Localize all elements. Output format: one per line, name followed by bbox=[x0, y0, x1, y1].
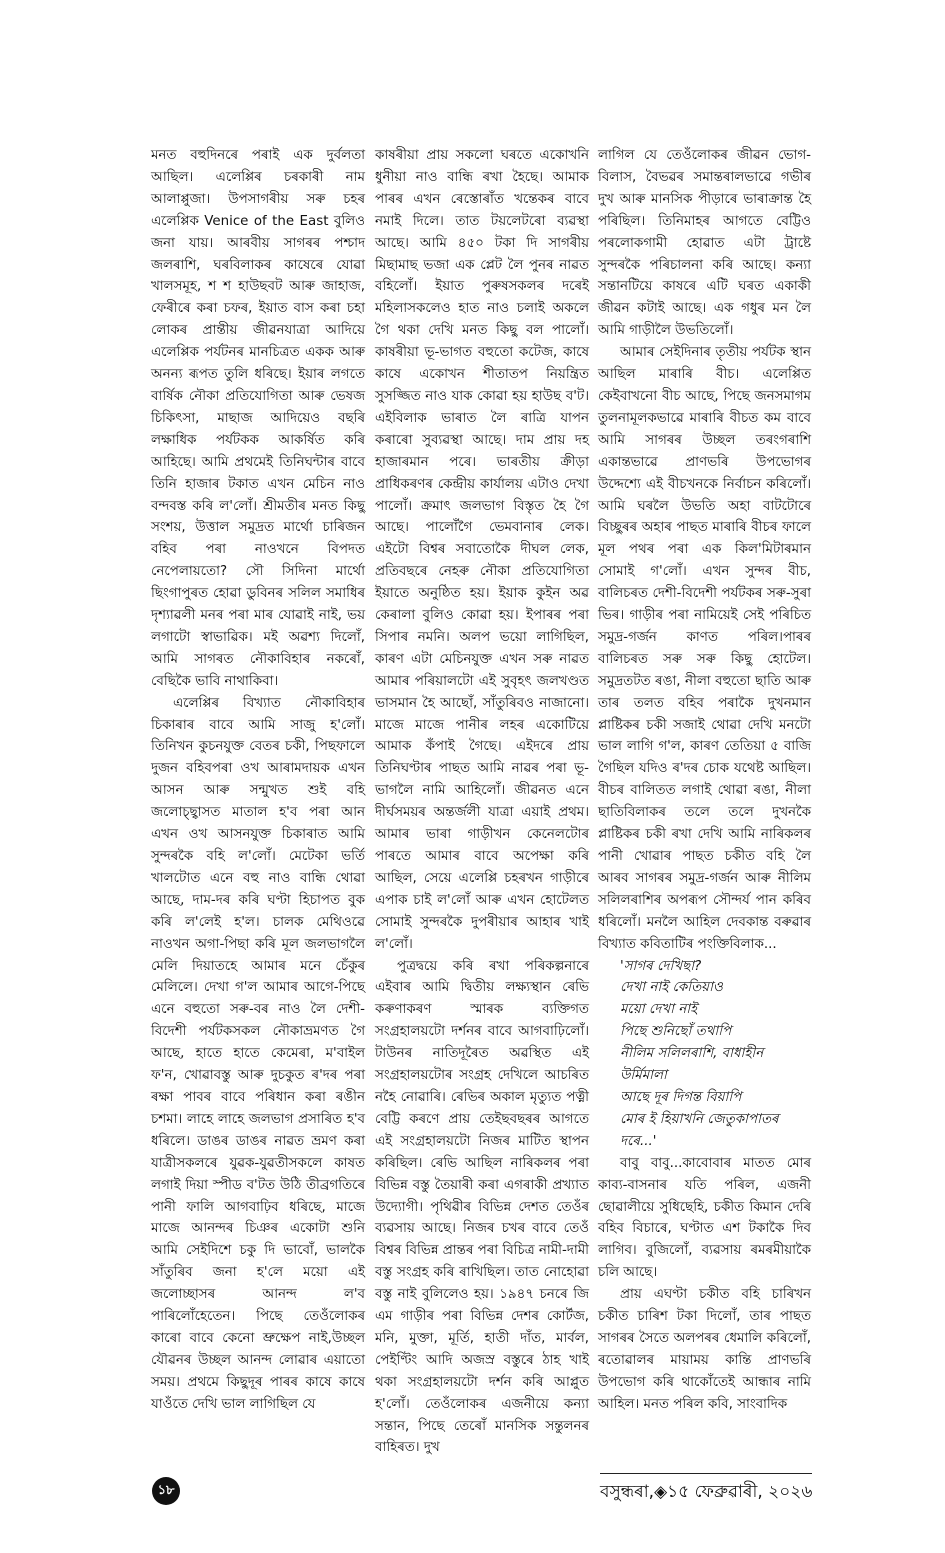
issue-date: ১৫ ফেব্ৰুৱাৰী, ২০২৬ bbox=[667, 1482, 813, 1503]
poem-line: 'সাগৰ দেখিছা? bbox=[620, 958, 702, 974]
paragraph: এলেপ্পিৰ বিখ্যাত নৌকাবিহাৰ চিকাৰাৰ বাবে আমি সাজু হ'লোঁ। তিনিখন কুচনযুক্ত বেতৰ চকী, পিছফালে দুজন বহিবপৰা ওখ আৰামদায়ক এখন আসন আৰু সন্মুখত শুই বহি জলোচ্ছ্বাসত মাতাল হ'ব পৰা আন এখন ওখ আসনযুক্ত চিকাৰাত আমি সুন্দৰকৈ বহি ল'লোঁ। মেটেকা ভৰ্তি খালটোত এনে বহু নাও বান্ধি থোৱা আছে, দাম-দৰ কৰি ঘণ্টা হিচাপত বুক কৰি ল'লেই হ'ল। চালক মেথিওৱে নাওখন অগা-পিছা কৰি মূল জলভাগলৈ মেলি দিয়াতহে আমাৰ মনে চেঁকুৰ মেলিলে। দেখা গ'ল আমাৰ আগে-পিছে এনে বহুতো সৰু-বৰ নাও লৈ দেশী- বিদেশী পৰ্যটকসকল নৌকাভ্ৰমণত গৈ আছে, হাতে হাতে কেমেৰা, ম'বাইল ফ'ন, খোৱাবস্তু আৰু দুচকুত ৰ'দৰ পৰা ৰক্ষা পাবৰ বাবে পৰিধান কৰা ৰঙীন চশমা। লাহে লাহে জলভাগ প্ৰসাৰিত হ'ব ধৰিলে। ডাঙৰ ডাঙৰ নাৱত ভ্ৰমণ কৰা যাত্ৰীসকলৰে যুৱক-যুৱতীসকলে কাষত লগাই দিয়া স্পীড ব'টত উঠি তীব্ৰগতিৰে পানী ফালি আগবাঢ়িব ধৰিছে, মাজে মাজে আনন্দৰ চিঞৰ একোটা শুনি আমি সেইদিশে চকু দি ভাবোঁ, ভালকৈ সাঁতুৰিব জনা হ'লে ময়ো এই জলোচ্ছাসৰ আনন্দ ল'ব পাৰিলোঁহেতেন। পিছে তেওঁলোকৰ কাৰো বাবে কেনো ভ্ৰুক্ষেপ নাই,উচ্ছল যৌৱনৰ উচ্ছল আনন্দ লোৱাৰ এয়াতো সময়। প্ৰথমে কিছুদূৰ পাৰৰ কাষে কাষে যাওঁতে দেখি ভাল লাগিছিল যে bbox=[151, 695, 365, 1412]
poem-line: আছে দূৰ দিগন্ত বিয়াপি bbox=[620, 1089, 742, 1105]
article-columns bbox=[151, 145, 811, 1459]
paragraph: আমাৰ সেইদিনাৰ তৃতীয় পৰ্যটক স্থান আছিল মাৰাৰি বীচ। এলেপ্পিত কেইবাখনো বীচ আছে, পিছে জনসমাগম তুলনামূলকভাৱে মাৰাৰি বীচত কম বাবে আমি সাগৰৰ উচ্ছল তৰংগৰাশি একান্তভাৱে প্ৰাণভৰি উপভোগৰ উদ্দেশ্যে এই বীচখনকে নিৰ্বাচন কৰিলোঁ। আমি ঘৰলৈ উভতি অহা বাটটোৰে বিচ্ছুৰৰ অহাৰ পাছত মাৰাৰি বীচৰ ফালে মূল পথৰ পৰা এক কিল'মিটাৰমান সোমাই গ'লোঁ। এখন সুন্দৰ বীচ, বালিচৰত দেশী-বিদেশী পৰ্যটকৰ সৰু-সুৰা ভিৰ। গাড়ীৰ পৰা নামিয়েই সেই পৰিচিত সমুদ্ৰ-গৰ্জন কাণত পৰিল।পাৰৰ বালিচৰত সৰু সৰু কিছু হোটেল। সমুদ্ৰতটত ৰঙা, নীলা বহুতো ছাতি আৰু তাৰ তলত বহিব পৰাকৈ দুখনমান প্লাষ্টিকৰ চকী সজাই থোৱা দেখি মনটো ভাল লাগি গ'ল, কাৰণ তেতিয়া ৫ বাজি গৈছিল যদিও ৰ'দৰ চোক যথেষ্ট আছিল। বীচৰ বালিতত লগাই থোৱা ৰঙা, নীলা ছাতিবিলাকৰ তলে তলে দুখনকৈ প্লাষ্টিকৰ চকী ৰখা দেখি আমি নাৰিকলৰ পানী খোৱাৰ পাছত চকীত বহি লৈ আৰব সাগৰৰ সমুদ্ৰ-গৰ্জন আৰু নীলিম সলিলৰাশিৰ অপৰূপ সৌন্দৰ্য পান কৰিব ধৰিলোঁ। মনলৈ আহিল দেবকান্ত বৰুৱাৰ বিখ্যাত কবিতাটিৰ পংক্তিবিলাক... bbox=[598, 345, 811, 952]
page-footer bbox=[151, 1473, 811, 1513]
paragraph: মনত বহুদিনৰে পৰাই এক দুৰ্বলতা আছিল। এলেপ্পিৰ চৰকাৰী নাম আলাপ্পুজা। উপসাগৰীয় সৰু চহৰ এলেপ্পিক Venice of the East বুলিও জনা যায়। আৰবীয় সাগৰৰ পশ্চাদ জলৰাশি, ঘৰবিলাকৰ কাষেৰে যোৱা খালসমূহ, শ শ হাউছবট আৰু জাহাজ, ফেৰীৰে কৰা চফৰ, ইয়াত বাস কৰা চহা লোকৰ প্ৰান্তীয় জীৱনযাত্ৰা আদিয়ে এলেপ্পিক পৰ্যটনৰ মানচিত্ৰত একক আৰু অনন্য ৰূপত তুলি ধৰিছে। ইয়াৰ লগতে বাৰ্ষিক নৌকা প্ৰতিযোগিতা আৰু ভেষজ চিকিৎসা, মাছাজ আদিয়েও বছৰি লক্ষাধিক পৰ্যটকক আকৰ্ষিত কৰি আহিছে। আমি প্ৰথমেই তিনিঘন্টাৰ বাবে তিনি হাজাৰ টকাত এখন মেচিন নাও বন্দবস্ত কৰি ল'লোঁ। শ্ৰীমতীৰ মনত কিছু সংশয়, উত্তাল সমুদ্ৰত মাৰ্থো চাৰিজন বহিব পৰা নাওখনে বিপদত নেপেলায়তো? সৌ সিদিনা মাৰ্থো ছিংগাপুৰত হোৱা ডুবিনৰ সলিল সমাধিৰ দৃশ্যাৱলী মনৰ পৰা মাৰ যোৱাই নাই, ভয় লগাটো স্বাভাৱিক। মই অৱশ্য দিলোঁ, আমি সাগৰত নৌকাবিহাৰ নকৰোঁ, বেছিকৈ ভাবি নাথাকিবা। bbox=[151, 148, 365, 689]
footer-masthead-block bbox=[600, 1473, 812, 1507]
paragraph: প্ৰায় এঘণ্টা চকীত বহি চাৰিখন চকীত চাৰিশ টকা দিলোঁ, তাৰ পাছত সাগৰৰ সৈতে অলপৰৰ ধেমালি কৰিলোঁ, ৰতোৱালৰ মায়াময় কান্তি প্ৰাণভৰি উপভোগ কৰি থাকোঁতেই আন্ধাৰ নামি আহিল। মনত পৰিল কবি, সাংবাদিক bbox=[598, 1287, 811, 1412]
text-column-2 bbox=[375, 145, 589, 1459]
poem-line: ময়ো দেখা নাই bbox=[620, 1002, 698, 1018]
footer-rule bbox=[600, 1473, 812, 1474]
text-column-3 bbox=[598, 145, 811, 1416]
paragraph: পুত্ৰদ্বয়ে কৰি ৰখা পৰিকল্পনাৰে এইবাৰ আমি দ্বিতীয় লক্ষ্যস্থান ৰেভি কৰুণাকৰণ স্মাৰক ব্যক্তিগত সংগ্ৰহালয়টো দৰ্শনৰ বাবে আগবাঢ়িলোঁ। টাউনৰ নাতিদূৰৈত অৱস্থিত এই সংগ্ৰহালয়টোৰ সংগ্ৰহ দেখিলে আচৰিত নহৈ নোৱাৰি। ৰেভিৰ অকাল মৃত্যুত পত্নী বেট্টি কৰণে প্ৰায় তেইছবছৰৰ আগতে এই সংগ্ৰহালয়টো নিজৰ মাটিত স্থাপন কৰিছিল। ৰেভি আছিল নাৰিকলৰ পৰা বিভিন্ন বস্তু তৈয়াৰী কৰা এগৰাকী প্ৰখ্যাত উদ্যোগী। পৃথিৱীৰ বিভিন্ন দেশত তেওঁৰ ব্যৱসায় আছে। নিজৰ চখৰ বাবে তেওঁ বিশ্বৰ বিভিন্ন প্ৰান্তৰ পৰা বিচিত্ৰ নামী-দামী বস্তু সংগ্ৰহ কৰি ৰাখিছিল। তাত নোহোৱা বস্তু নাই বুলিলেও হয়। ১৯৪৭ চনৰে জি এম গাড়ীৰ পৰা বিভিন্ন দেশৰ কোৰ্টজ, মনি, মুক্তা, মূৰ্তি, হাতী দাঁত, মাৰ্বল, পেইণ্টিং আদি অজস্ৰ বস্তুৰে ঠাহ খাই থকা সংগ্ৰহালয়টো দৰ্শন কৰি আপ্লুত হ'লোঁ। তেওঁলোকৰ এজনীয়ে কন্যা সন্তান, পিছে তেৰোঁ মানসিক সন্তুলনৰ বাহিৰত। দুখ bbox=[375, 958, 589, 1456]
text-column-1 bbox=[151, 145, 365, 1416]
poem-line: মোৰ ই হিয়াখনি জেতুকাপাতৰ দৰে...' bbox=[620, 1111, 779, 1149]
poem-line: দেখা নাই কেতিয়াও bbox=[620, 980, 723, 996]
poem-line: পিছে শুনিছোঁ তথাপি bbox=[620, 1024, 732, 1040]
poem-line: নীলিম সলিলৰাশি, বাধাহীন উৰ্মিমালা bbox=[620, 1046, 764, 1084]
magazine-name: বসুন্ধৰা, bbox=[600, 1482, 655, 1503]
diamond-icon: ◈ bbox=[654, 1482, 668, 1503]
poem-quote bbox=[598, 956, 811, 1153]
paragraph: কাষৰীয়া প্ৰায় সকলো ঘৰতে একোখনি ধুনীয়া নাও বান্ধি ৰখা হৈছে। আমাক পাৰৰ এখন ৰেস্তোৰাঁত খন্তেকৰ বাবে নমাই দিলে। তাত টয়লেটৰো ব্যৱস্থা আছে। আমি ৪৫০ টকা দি সাগৰীয় মিছামাছ ভজা এক প্লেট লৈ পুনৰ নাৱত বহিলোঁ। ইয়াত পুৰুষসকলৰ দৰেই মহিলাসকলেও হাত নাও চলাই অকলে গৈ থকা দেখি মনত কিছু বল পালোঁ। কাষৰীয়া ভূ-ভাগত বহুতো কটেজ, কাষে কাষে একোখন শীতাতপ নিয়ন্ত্ৰিত সুসজ্জিত নাও যাক কোৱা হয় হাউছ ব'ট। এইবিলাক ভাৰাত লৈ ৰাত্ৰি যাপন কৰাৰো সুব্যৱস্থা আছে। দাম প্ৰায় দহ হাজাৰমান পৰে। ভাৰতীয় ক্ৰীড়া প্ৰাধিকৰণৰ কেন্দ্ৰীয় কাৰ্যালয় এটাও দেখা পালোঁ। ক্ৰমাৎ জলভাগ বিস্তৃত হৈ গৈ আছে। পালোঁগৈ ভেমবানাৰ লেক। এইটো বিশ্বৰ সবাতোকৈ দীঘল লেক, প্ৰতিবছৰে নেহৰু নৌকা প্ৰতিযোগিতা ইয়াতে অনুষ্ঠিত হয়। ইয়াক কুইন অৱ কেৰালা বুলিও কোৱা হয়। ইপাৰৰ পৰা সিপাৰ নমনি। অলপ ভয়ো লাগিছিল, কাৰণ এটা মেচিনযুক্ত এখন সৰু নাৱত আমাৰ পৰিয়ালটো এই সুবৃহৎ জলখণ্ডত ভাসমান হৈ আছোঁ, সাঁতুৰিবও নাজানো। মাজে মাজে পানীৰ লহৰ একোটিয়ে আমাক কঁপাই গৈছে। এইদৰে প্ৰায় তিনিঘণ্টাৰ পাছত আমি নাৱৰ পৰা ভূ-ভাগলৈ নামি আহিলোঁ। জীৱনত এনে দীৰ্ঘসময়ৰ অন্তৰ্জলী যাত্ৰা এয়াই প্ৰথম। আমাৰ ভাৰা গাড়ীখন কেনেলটোৰ পাৰতে আমাৰ বাবে অপেক্ষা কৰি আছিল, সেয়ে এলেপ্পি চহৰখন গাড়ীৰে এপাক চাই ল'লোঁ আৰু এখন হোটেলত সোমাই সুন্দৰকৈ দুপৰীয়াৰ আহাৰ খাই ল'লোঁ। bbox=[375, 148, 589, 952]
page-number: ১৮ bbox=[152, 1477, 180, 1505]
footer-masthead bbox=[600, 1479, 812, 1507]
paragraph: লাগিল যে তেওঁলোকৰ জীৱন ভোগ-বিলাস, বৈভৱৰ সমান্তৰালভাৱে গভীৰ দুখ আৰু মানসিক পীড়াৰে ভাৰাক্ৰান্ত হৈ পৰিছিল। তিনিমাহৰ আগতে বেট্টিও পৰলোকগামী হোৱাত এটা ট্ৰাষ্টে সুন্দৰকৈ পৰিচালনা কৰি আছে। কন্যা সন্তানটিয়ে কাষৰে এটি ঘৰত একাকী জীৱন কটাই আছে। এক গধুৰ মন লৈ আমি গাড়ীলৈ উভতিলোঁ। bbox=[598, 148, 811, 339]
paragraph: বাবু বাবু...কাবোবাৰ মাতত মোৰ কাব্য-বাসনাৰ যতি পৰিল, এজনী ছোৱালীয়ে সুধিছেহি, চকীত কিমান দেৰি বহিব বিচাৰে, ঘণ্টাত এশ টকাকৈ দিব লাগিব। বুজিলোঁ, ব্যৱসায় ৰমৰমীয়াকৈ চলি আছে। bbox=[598, 1155, 811, 1281]
